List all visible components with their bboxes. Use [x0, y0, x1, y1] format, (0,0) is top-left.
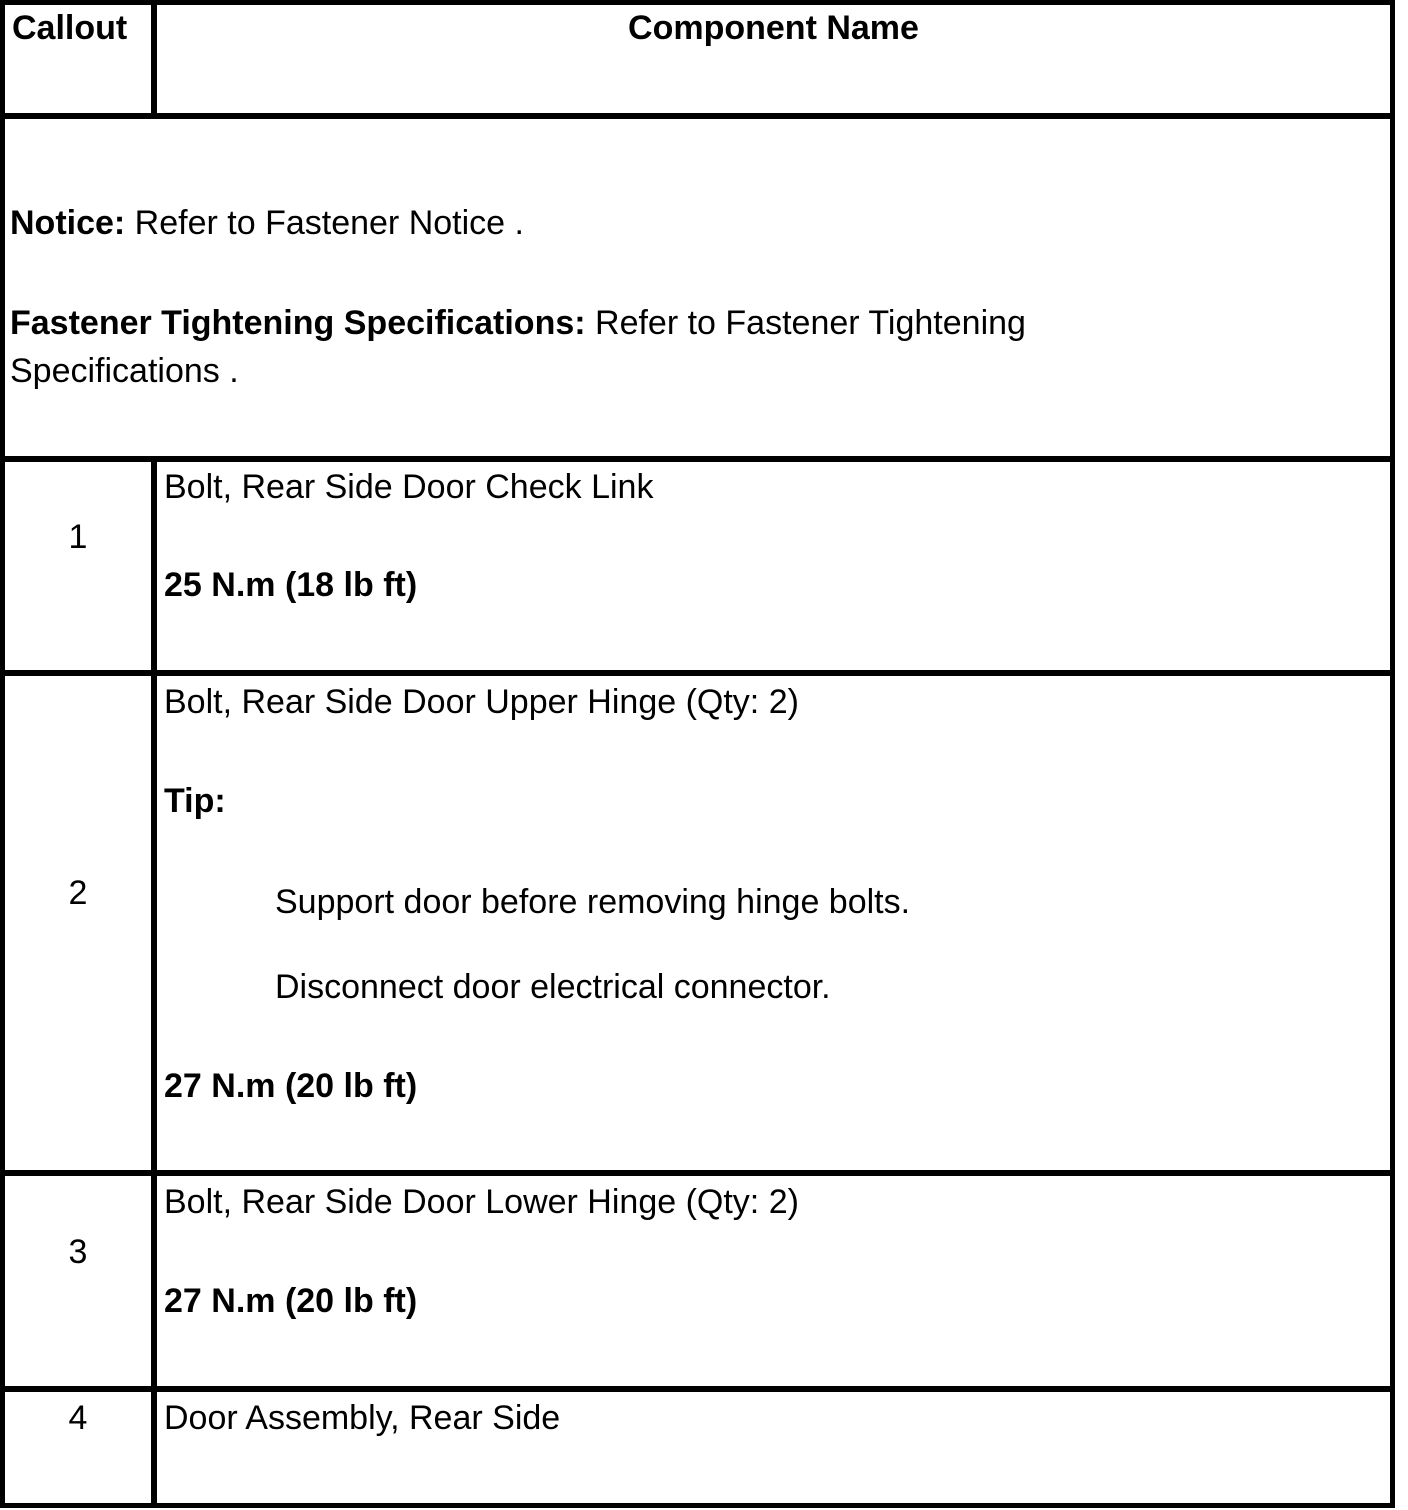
fastener-spec-line-2: Specifications .	[10, 352, 239, 390]
callout-2: 2	[68, 874, 88, 912]
torque-2: 27 N.m (20 lb ft)	[164, 1067, 418, 1105]
component-name-3: Bolt, Rear Side Door Lower Hinge (Qty: 2)	[164, 1183, 799, 1221]
notice-label: Notice:	[10, 204, 126, 242]
callout-4: 4	[68, 1399, 88, 1437]
column-divider-body	[151, 456, 157, 1508]
row-divider-1	[0, 670, 1395, 676]
fastener-spec-text: Refer to Fastener Tightening	[585, 304, 1026, 342]
fastener-spec-line	[10, 303, 1026, 343]
fastener-spec-label: Fastener Tightening Specifications:	[10, 304, 586, 342]
table-border-right	[1390, 0, 1395, 1508]
notice-text: Refer to Fastener Notice .	[125, 204, 524, 242]
row-divider-3	[0, 1386, 1395, 1392]
tip-item-1: Support door before removing hinge bolts.	[275, 883, 911, 921]
component-name-2: Bolt, Rear Side Door Upper Hinge (Qty: 2)	[164, 683, 799, 721]
torque-1: 25 N.m (18 lb ft)	[164, 566, 418, 604]
row-divider-header	[0, 113, 1395, 119]
header-callout: Callout	[12, 9, 128, 47]
table-border-bottom	[0, 1503, 1395, 1508]
callout-1: 1	[68, 518, 88, 556]
component-name-4: Door Assembly, Rear Side	[164, 1399, 561, 1437]
notice-line	[10, 203, 524, 243]
table-border-left	[0, 0, 5, 1508]
tip-label: Tip:	[164, 782, 226, 820]
row-divider-notice	[0, 456, 1395, 462]
torque-3: 27 N.m (20 lb ft)	[164, 1282, 418, 1320]
row-divider-2	[0, 1170, 1395, 1176]
tip-item-2: Disconnect door electrical connector.	[275, 968, 831, 1006]
table-border-top	[0, 0, 1395, 5]
callout-3: 3	[68, 1233, 88, 1271]
header-component-name: Component Name	[628, 9, 919, 47]
component-name-1: Bolt, Rear Side Door Check Link	[164, 468, 654, 506]
